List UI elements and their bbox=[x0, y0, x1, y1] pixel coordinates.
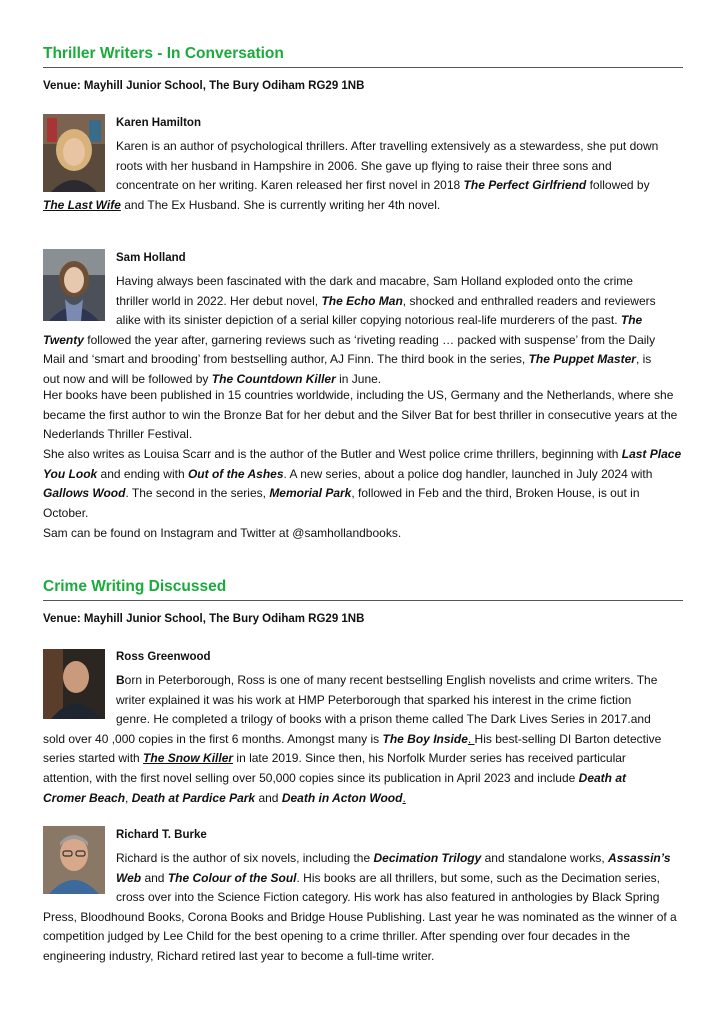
bio-line: Mail and ‘smart and brooding’ from bestselling author, AJ Finn. The third book in the series, The Puppet Master, is bbox=[43, 352, 652, 367]
bio-line: engineering industry, Richard retired last year to become a full-time writer. bbox=[43, 948, 435, 963]
bio-line: The Last Wife and The Ex Husband. She is currently writing her 4th novel. bbox=[43, 197, 441, 212]
book-title: Decimation Trilogy bbox=[373, 851, 482, 865]
bio-line: Web and The Colour of the Soul. His books are all thrillers, but some, such as the Decimation series, bbox=[116, 870, 660, 885]
book-title: Web bbox=[116, 870, 142, 885]
author-name: Sam Holland bbox=[116, 252, 186, 264]
book-title: The Countdown Killer bbox=[211, 371, 336, 386]
section-title-thriller-writers: Thriller Writers - In Conversation bbox=[43, 45, 683, 68]
bio-line: Richard is the author of six novels, including the Decimation Trilogy and standalone works, Assassin’s bbox=[116, 851, 671, 865]
book-title: Death at Pardice Park bbox=[131, 790, 256, 805]
author-name: Richard T. Burke bbox=[116, 829, 207, 841]
bio-line: sold over 40 ,000 copies in the first 6 months. Amongst many is The Boy Inside. His best-selling DI Barton detective bbox=[43, 731, 662, 746]
author-bio-karen bbox=[43, 137, 683, 215]
book-title: The Perfect Girlfriend bbox=[463, 178, 587, 193]
bio-line: Karen is an author of psychological thrillers. After travelling extensively as a stewardess, she put down bbox=[116, 139, 659, 153]
author-bio-richard bbox=[43, 849, 683, 967]
bio-line: genre. He completed a trilogy of books with a prison theme called The Dark Lives Series in 2017.and bbox=[116, 712, 651, 727]
book-title: The Colour of the Soul bbox=[167, 870, 297, 885]
author-paragraph: She also writes as Louisa Scarr and is the author of the Butler and West police crime thrillers, beginning with Last Place You Look and ending with Out of the Ashes. A new series, about a police dog handler, launched in July 2024 with Gallows Wood. The second in the series, Memorial Park, followed in Feb and the third, Broken House, is out in October. bbox=[43, 447, 682, 520]
book-title: Cromer Beach bbox=[43, 790, 126, 805]
book-title: The Boy Inside bbox=[382, 731, 468, 746]
book-title: The Last Wife bbox=[43, 197, 121, 212]
bio-line: Born in Peterborough, Ross is one of many recent bestselling English novelists and crime writers. The bbox=[116, 673, 658, 687]
bio-line: competition judged by Lee Child for the best opening to a crime thriller. After spending over four decades in the bbox=[43, 929, 631, 944]
bio-line: cross over into the Science Fiction category. His work has also featured in anthologies by Black Spring bbox=[116, 890, 660, 905]
author-name: Ross Greenwood bbox=[116, 651, 211, 663]
bio-line: attention, with the first novel selling over 50,000 copies since its publication in April 2023 and include Death at bbox=[43, 770, 627, 785]
author-bio-sam bbox=[43, 272, 683, 390]
bio-line: series started with The Snow Killer in late 2019. Since then, his Norfolk Murder series has received particular bbox=[43, 751, 626, 766]
bio-line: Twenty followed the year after, garnering reviews such as ‘riveting reading … packed with suspense’ from the Daily bbox=[43, 332, 656, 347]
book-title: The Echo Man bbox=[321, 293, 403, 308]
book-title: The bbox=[620, 313, 643, 328]
bio-line: thriller world in 2022. Her debut novel, The Echo Man, shocked and enthralled readers and reviewers bbox=[116, 293, 656, 308]
bio-line: Having always been fascinated with the dark and macabre, Sam Holland exploded onto the crime bbox=[116, 274, 633, 288]
book-title: The Puppet Master bbox=[528, 352, 636, 367]
book-title: Gallows Wood bbox=[43, 486, 126, 501]
bio-line: alike with its sinister depiction of a serial killer copying notorious real-life murderers of the past. The bbox=[116, 313, 643, 328]
venue-line: Venue: Mayhill Junior School, The Bury Odiham RG29 1NB bbox=[43, 613, 365, 625]
bio-line: roots with her husband in Hampshire in 2006. She gave up flying to raise their three sons and bbox=[116, 158, 612, 173]
book-title: Last Place You Look bbox=[43, 447, 682, 481]
book-title: The Snow Killer bbox=[143, 751, 234, 766]
venue-line: Venue: Mayhill Junior School, The Bury Odiham RG29 1NB bbox=[43, 80, 365, 92]
book-title: Death in Acton Wood bbox=[281, 790, 403, 805]
bio-line: writer explained it was his work at HMP Peterborough that sparked his interest in the crime fiction bbox=[116, 692, 632, 707]
section-title-crime-writing: Crime Writing Discussed bbox=[43, 578, 683, 601]
author-paragraph: Her books have been published in 15 countries worldwide, including the US, Germany and the Netherlands, where she became the first author to win the Bronze Bat for her debut and the Silver Bat for best thriller in consecutive years at the Nederlands Thriller Festival. bbox=[43, 388, 678, 442]
bio-line: concentrate on her writing. Karen released her first novel in 2018 The Perfect Girlfriend followed by bbox=[116, 178, 650, 193]
author-paragraph: Sam can be found on Instagram and Twitter at @samhollandbooks. bbox=[43, 526, 402, 540]
book-title: Twenty bbox=[43, 332, 84, 347]
book-title: Out of the Ashes bbox=[187, 466, 284, 481]
bio-line: Cromer Beach, Death at Pardice Park and Death in Acton Wood. bbox=[43, 790, 406, 805]
bio-line: out now and will be followed by The Countdown Killer in June. bbox=[43, 371, 382, 386]
bio-line: Press, Bloodhound Books, Corona Books and Bridge House Publishing. Last year he was nominated as the winner of a bbox=[43, 909, 677, 924]
book-title: Memorial Park bbox=[269, 486, 352, 501]
author-name: Karen Hamilton bbox=[116, 117, 201, 129]
book-title: Assassin’s bbox=[608, 851, 671, 865]
author-bio-ross bbox=[43, 671, 683, 808]
book-title: Death at bbox=[578, 770, 627, 785]
